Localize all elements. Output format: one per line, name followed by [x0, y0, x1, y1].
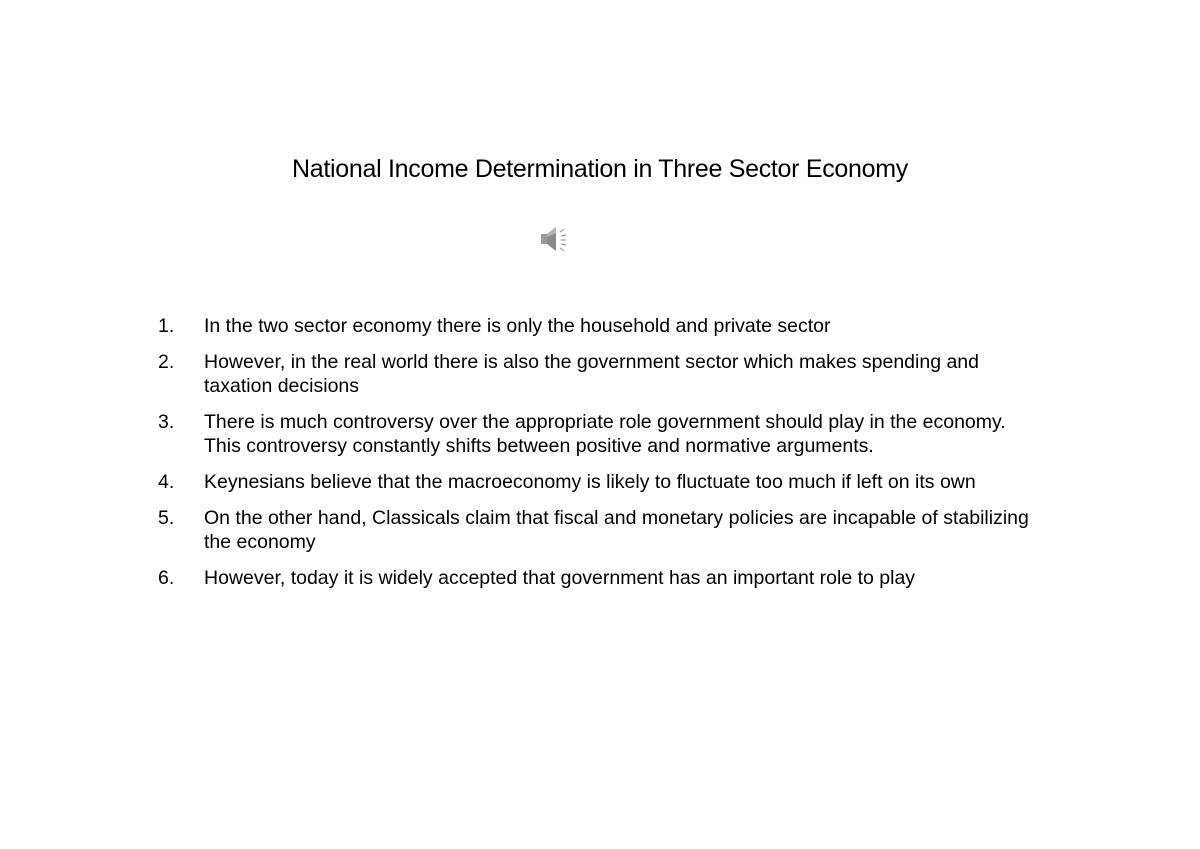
list-item-number: 6. [158, 567, 175, 589]
list-item-number: 3. [158, 411, 175, 433]
list-item-text: However, today it is widely accepted that government has an important role to play [204, 567, 916, 589]
slide-title: National Income Determination in Three Sector Economy [292, 155, 908, 183]
speaker-icon[interactable] [539, 225, 571, 253]
list-item-text: There is much controversy over the appropriate role government should play in the economy. This controversy constantly shifts between positive and normative arguments. [204, 411, 1006, 457]
bullet-list [158, 314, 1038, 602]
list-item-number: 4. [158, 471, 175, 493]
list-item [158, 410, 1038, 458]
list-item-number: 1. [158, 315, 175, 337]
list-item [158, 350, 1038, 398]
list-item-number: 5. [158, 507, 175, 529]
list-item-text: On the other hand, Classicals claim that fiscal and monetary policies are incapable of stabilizing the economy [204, 507, 1029, 553]
list-item-number: 2. [158, 351, 175, 373]
list-item-text: Keynesians believe that the macroeconomy is likely to fluctuate too much if left on its own [204, 471, 976, 493]
list-item [158, 506, 1038, 554]
list-item-text: In the two sector economy there is only the household and private sector [204, 315, 831, 337]
list-item [158, 314, 1038, 338]
list-item [158, 566, 1038, 590]
list-item [158, 470, 1038, 494]
list-item-text: However, in the real world there is also the government sector which makes spending and taxation decisions [204, 351, 979, 397]
